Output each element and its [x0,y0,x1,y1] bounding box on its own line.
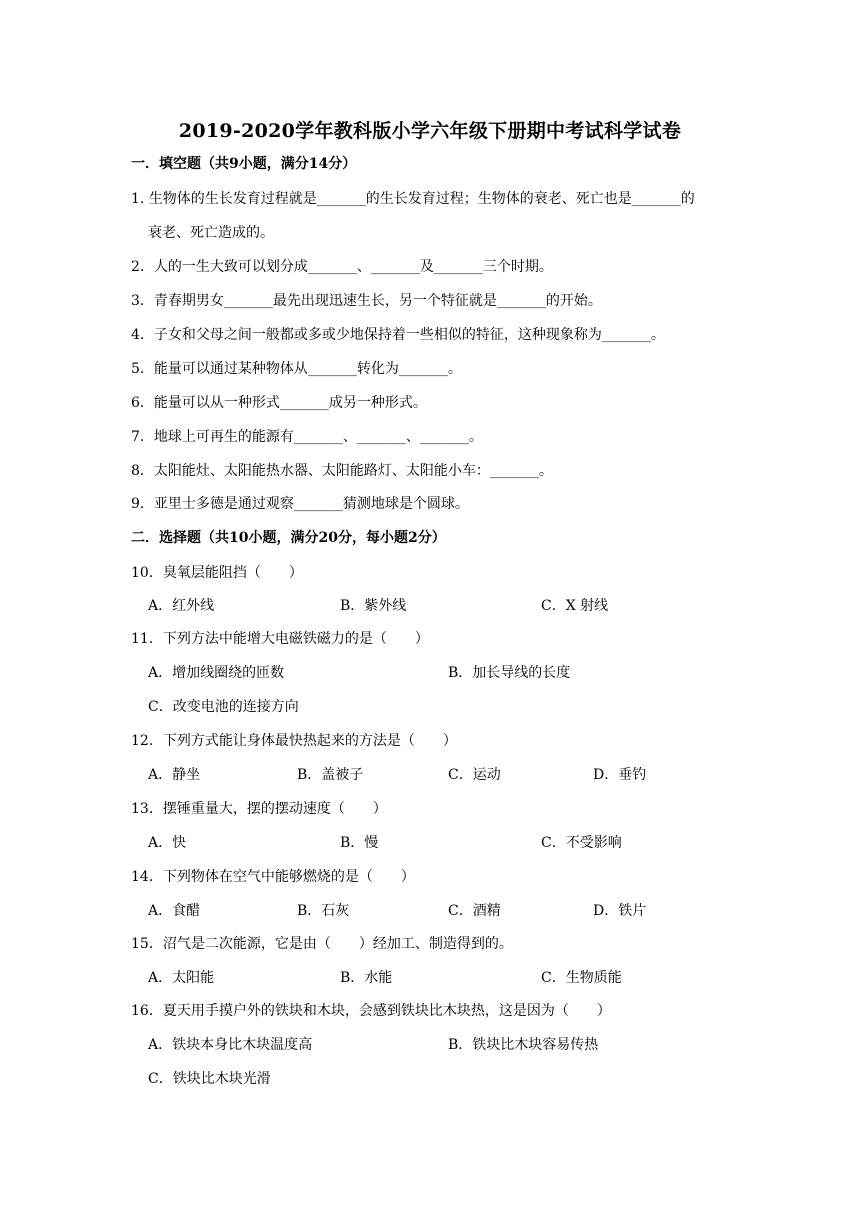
question-1: 1. 生物体的生长发育过程就是_______的生长发育过程；生物体的衰老、死亡也是_______的 [131,191,695,207]
question-12: 12．下列方式能让身体最快热起来的方法是（ ） [131,733,457,749]
question-16-option-b: B．铁块比木块容易传热 [448,1037,599,1053]
question-7: 7．地球上可再生的能源有_______、_______、_______。 [131,429,483,445]
question-11-option-c: C．改变电池的连接方向 [148,699,299,715]
section2-heading: 二．选择题（共10小题，满分20分，每小题2分） [131,530,446,546]
section1-heading: 一．填空题（共9小题，满分14分） [131,156,357,172]
question-14-option-a: A．食醋 [148,903,201,919]
exam-title: 2019-2020学年教科版小学六年级下册期中考试科学试卷 [178,120,682,142]
question-10-option-a: A．红外线 [148,598,215,614]
question-12-option-c: C．运动 [448,767,501,783]
question-11-option-a: A．增加线圈绕的匝数 [148,665,285,681]
question-12-option-d: D．垂钓 [593,767,647,783]
question-15: 15．沼气是二次能源，它是由（ ）经加工、制造得到的。 [131,936,513,952]
question-9: 9．亚里士多德是通过观察_______猜测地球是个圆球。 [131,496,469,512]
question-15-option-c: C．生物质能 [541,970,622,986]
question-14-option-d: D．铁片 [593,903,647,919]
question-16-option-a: A．铁块本身比木块温度高 [148,1037,313,1053]
question-6: 6．能量可以从一种形式_______成另一种形式。 [131,395,427,411]
question-15-option-b: B．水能 [340,970,393,986]
question-10-option-c: C．X 射线 [541,598,609,614]
question-3: 3．青春期男女_______最先出现迅速生长，另一个特征就是_______的开始。 [131,293,602,309]
question-11-option-b: B．加长导线的长度 [448,665,571,681]
question-5: 5．能量可以通过某种物体从_______转化为_______。 [131,361,462,377]
question-4: 4．子女和父母之间一般都或多或少地保持着一些相似的特征，这种现象称为_______。 [131,327,665,343]
question-10: 10．臭氧层能阻挡（ ） [131,565,303,581]
question-16: 16．夏天用手摸户外的铁块和木块，会感到铁块比木块热，这是因为（ ） [131,1003,611,1019]
question-13: 13．摆锤重量大，摆的摆动速度（ ） [131,801,387,817]
question-11: 11．下列方法中能增大电磁铁磁力的是（ ） [131,631,429,647]
question-1-continued: 衰老、死亡造成的。 [148,225,274,241]
question-12-option-a: A．静坐 [148,767,201,783]
question-14-option-b: B．石灰 [297,903,350,919]
question-10-option-b: B．紫外线 [340,598,407,614]
question-14: 14．下列物体在空气中能够燃烧的是（ ） [131,869,415,885]
question-13-option-b: B．慢 [340,835,379,851]
question-13-option-c: C．不受影响 [541,835,622,851]
question-16-option-c: C．铁块比木块光滑 [148,1071,271,1087]
question-8: 8．太阳能灶、太阳能热水器、太阳能路灯、太阳能小车：_______。 [131,463,553,479]
question-14-option-c: C．酒精 [448,903,501,919]
question-2: 2．人的一生大致可以划分成_______、_______及_______三个时期。 [131,259,553,275]
question-12-option-b: B．盖被子 [297,767,364,783]
question-15-option-a: A．太阳能 [148,970,215,986]
question-13-option-a: A．快 [148,835,187,851]
